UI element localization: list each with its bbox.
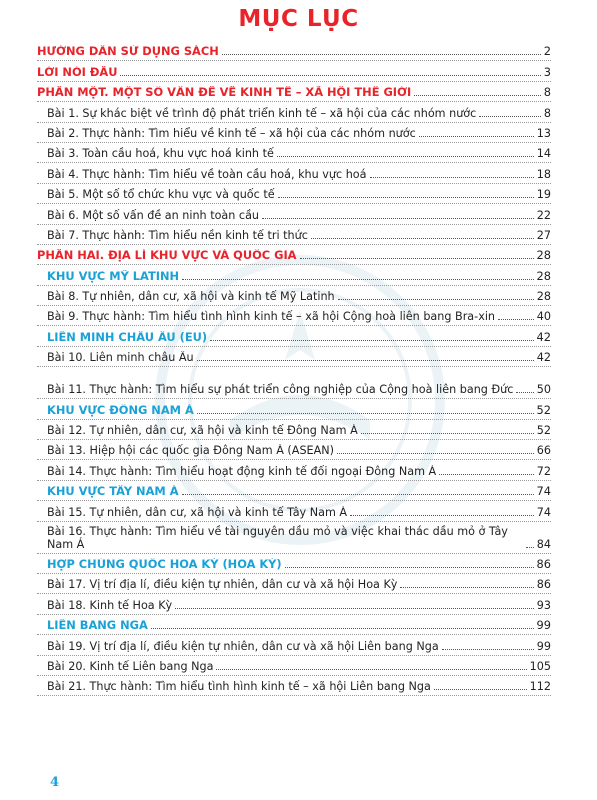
- toc-entry[interactable]: [37, 367, 551, 399]
- toc-entry[interactable]: [37, 123, 551, 143]
- toc-entry-page: 13: [536, 126, 551, 140]
- toc-entry-label: Bài 21. Thực hành: Tìm hiểu tình hình kinh tế – xã hội Liên bang Nga: [47, 680, 431, 694]
- toc-entry-page: 74: [536, 505, 551, 519]
- toc-entry-page: 28: [536, 248, 551, 263]
- toc-entry-page: 105: [529, 659, 551, 673]
- dot-leader: [442, 649, 534, 650]
- toc-entry[interactable]: [37, 399, 551, 419]
- toc-entry-label: KHU VỰC MỸ LATINH: [47, 269, 180, 283]
- toc-entry-page: 14: [536, 147, 551, 161]
- toc-entry[interactable]: [37, 481, 551, 501]
- toc-entry[interactable]: [37, 184, 551, 204]
- dot-leader: [285, 567, 534, 568]
- toc-entry-page: 66: [536, 444, 551, 458]
- toc-entry-label: Bài 9. Thực hành: Tìm hiểu tình hình kinh tế – xã hội Cộng hoà liên bang Bra-xin: [47, 310, 496, 324]
- dot-leader: [216, 669, 526, 670]
- toc-entry[interactable]: [37, 676, 551, 696]
- toc-entry-page: 40: [536, 310, 551, 324]
- toc-entry-label: Bài 10. Liên minh châu Âu: [47, 351, 194, 365]
- toc-entry-label: Bài 2. Thực hành: Tìm hiểu về kinh tế – xã hội của các nhóm nước: [47, 126, 416, 140]
- toc-entry-page: 86: [536, 556, 551, 571]
- toc-entry-label: LIÊN BANG NGA: [47, 619, 148, 633]
- toc-entry-label: Bài 13. Hiệp hội các quốc gia Đông Nam Á (ASEAN): [47, 444, 335, 458]
- toc-entry-page: 18: [536, 167, 551, 181]
- toc-entry[interactable]: [37, 265, 551, 285]
- toc-entry-page: 93: [536, 598, 551, 612]
- dot-leader: [120, 75, 540, 76]
- toc-entry-label: LỜI NÓI ĐẦU: [37, 65, 118, 79]
- toc-entry-page: 27: [536, 228, 551, 242]
- dot-leader: [197, 360, 534, 361]
- toc-entry-label: Bài 12. Tự nhiên, dân cư, xã hội và kinh tế Đông Nam Á: [47, 424, 358, 438]
- toc-entry-label: LIÊN MINH CHÂU ÂU (EU): [47, 330, 208, 344]
- toc-entry-page: 28: [536, 290, 551, 304]
- dot-leader: [414, 95, 541, 96]
- toc-entry[interactable]: [37, 41, 551, 61]
- toc-entry-page: 99: [536, 639, 551, 653]
- dot-leader: [516, 392, 533, 393]
- toc-entry-label: PHẦN MỘT. MỘT SỐ VẤN ĐỀ VỀ KINH TẾ – XÃ HỘI THẾ GIỚI: [37, 86, 412, 100]
- toc-entry[interactable]: [37, 225, 551, 245]
- toc-entry-label: KHU VỰC TÂY NAM Á: [47, 485, 179, 499]
- toc-entry[interactable]: [37, 204, 551, 224]
- toc-entry-page: 72: [536, 464, 551, 478]
- toc-entry[interactable]: [37, 306, 551, 326]
- toc-entry-label: Bài 4. Thực hành: Tìm hiểu về toàn cầu hoá, khu vực hoá: [47, 167, 367, 181]
- toc-entry[interactable]: [37, 102, 551, 122]
- dot-leader: [439, 474, 534, 475]
- toc-entry-page: 8: [543, 85, 551, 100]
- toc-entry[interactable]: [37, 554, 551, 574]
- dot-leader: [151, 628, 534, 629]
- toc-entry-page: 52: [536, 402, 551, 417]
- toc-entry-page: 3: [543, 64, 551, 79]
- toc-entry-page: 74: [536, 484, 551, 499]
- table-of-contents: [37, 41, 551, 696]
- toc-entry[interactable]: [37, 326, 551, 346]
- dot-leader: [277, 156, 534, 157]
- dot-leader: [262, 218, 534, 219]
- toc-entry-label: Bài 3. Toàn cầu hoá, khu vực hoá kinh tế: [47, 147, 274, 161]
- toc-entry[interactable]: [37, 347, 551, 367]
- toc-entry-page: 2: [543, 44, 551, 59]
- toc-entry-label: Bài 18. Kinh tế Hoa Kỳ: [47, 598, 173, 612]
- toc-entry[interactable]: [37, 574, 551, 594]
- dot-leader: [175, 608, 534, 609]
- toc-entry-label: Bài 15. Tự nhiên, dân cư, xã hội và kinh tế Tây Nam Á: [47, 505, 348, 519]
- dot-leader: [434, 689, 527, 690]
- toc-entry-page: 50: [536, 383, 551, 397]
- toc-entry-label: Bài 14. Thực hành: Tìm hiểu hoạt động kinh tế đối ngoại Đông Nam Á: [47, 464, 437, 478]
- toc-entry[interactable]: [37, 61, 551, 81]
- toc-entry[interactable]: [37, 440, 551, 460]
- toc-entry-label: Bài 1. Sự khác biệt về trình độ phát triển kinh tế – xã hội của các nhóm nước: [47, 106, 477, 120]
- toc-entry-label: Bài 17. Vị trí địa lí, điều kiện tự nhiên, dân cư và xã hội Hoa Kỳ: [47, 578, 398, 592]
- toc-entry-label: Bài 5. Một số tổ chức khu vực và quốc tế: [47, 188, 275, 202]
- dot-leader: [210, 340, 533, 341]
- toc-entry[interactable]: [37, 594, 551, 614]
- dot-leader: [222, 54, 541, 55]
- toc-entry-page: 112: [529, 680, 551, 694]
- toc-entry-label: KHU VỰC ĐÔNG NAM Á: [47, 403, 194, 417]
- toc-entry[interactable]: [37, 286, 551, 306]
- toc-entry-page: 8: [543, 106, 551, 120]
- dot-leader: [338, 299, 534, 300]
- toc-entry[interactable]: [37, 656, 551, 676]
- toc-entry-page: 52: [536, 424, 551, 438]
- toc-entry[interactable]: [37, 82, 551, 102]
- toc-entry-page: 99: [536, 618, 551, 633]
- toc-entry-label: PHẦN HAI. ĐỊA LÍ KHU VỰC VÀ QUỐC GIA: [37, 249, 297, 263]
- toc-entry-page: 84: [536, 537, 551, 551]
- toc-entry-page: 22: [536, 208, 551, 222]
- dot-leader: [479, 116, 541, 117]
- toc-entry[interactable]: [37, 245, 551, 265]
- toc-entry[interactable]: [37, 420, 551, 440]
- dot-leader: [498, 319, 534, 320]
- dot-leader: [311, 238, 534, 239]
- toc-entry-page: 86: [536, 578, 551, 592]
- toc-entry[interactable]: [37, 635, 551, 655]
- page-number: 4: [50, 775, 60, 790]
- toc-entry-label: Bài 19. Vị trí địa lí, điều kiện tự nhiên, dân cư và xã hội Liên bang Nga: [47, 639, 439, 653]
- toc-entry-label: Bài 8. Tự nhiên, dân cư, xã hội và kinh tế Mỹ Latinh: [47, 290, 335, 304]
- toc-entry-page: 42: [536, 329, 551, 344]
- dot-leader: [337, 453, 534, 454]
- toc-entry-label: HƯỚNG DẪN SỬ DỤNG SÁCH: [37, 45, 219, 59]
- toc-entry-page: 42: [536, 351, 551, 365]
- dot-leader: [526, 547, 534, 548]
- toc-entry[interactable]: [37, 501, 551, 521]
- toc-entry[interactable]: [37, 143, 551, 163]
- dot-leader: [361, 433, 534, 434]
- dot-leader: [419, 136, 534, 137]
- dot-leader: [400, 587, 533, 588]
- dot-leader: [370, 177, 534, 178]
- toc-entry-label: Bài 11. Thực hành: Tìm hiểu sự phát triển công nghiệp của Cộng hoà liên bang Đức: [47, 383, 514, 397]
- dot-leader: [300, 258, 534, 259]
- toc-entry-label: Bài 16. Thực hành: Tìm hiểu về tài nguyên dầu mỏ và việc khai thác dầu mỏ ở Tây Nam Á: [47, 524, 508, 551]
- toc-entry-label: HỢP CHÚNG QUỐC HOA KỲ (HOA KỲ): [47, 557, 282, 571]
- toc-entry[interactable]: [37, 163, 551, 183]
- dot-leader: [182, 279, 533, 280]
- toc-entry[interactable]: [37, 522, 551, 554]
- page-title: MỤC LỤC: [238, 6, 359, 32]
- toc-entry-page: 28: [536, 268, 551, 283]
- toc-entry-label: Bài 20. Kinh tế Liên bang Nga: [47, 659, 214, 673]
- dot-leader: [197, 413, 534, 414]
- dot-leader: [278, 197, 534, 198]
- toc-entry-label: Bài 7. Thực hành: Tìm hiểu nền kinh tế tri thức: [47, 228, 308, 242]
- toc-entry[interactable]: [37, 615, 551, 635]
- toc-entry-label: Bài 6. Một số vấn đề an ninh toàn cầu: [47, 208, 260, 222]
- toc-entry[interactable]: [37, 460, 551, 480]
- dot-leader: [182, 494, 534, 495]
- toc-entry-page: 19: [536, 188, 551, 202]
- dot-leader: [350, 515, 534, 516]
